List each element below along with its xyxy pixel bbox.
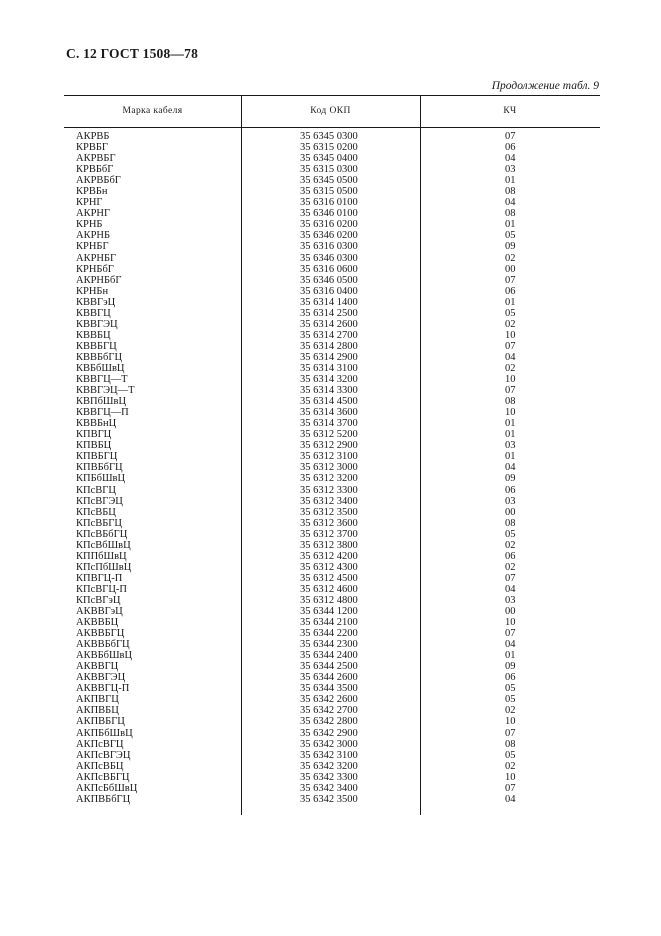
- cell-kch: 04: [505, 351, 516, 363]
- table-row: [64, 451, 600, 462]
- table-row: [64, 275, 600, 286]
- cell-kch: 01: [505, 650, 516, 662]
- table-row: [64, 573, 600, 584]
- table-row: [64, 407, 600, 418]
- column-header-kch: КЧ: [503, 106, 517, 116]
- cell-okp-code: 35 6315 0300: [300, 164, 358, 176]
- cell-kch: 01: [505, 451, 516, 463]
- cell-kch: 04: [505, 793, 516, 805]
- cell-kch: 10: [505, 617, 516, 629]
- table-row: [64, 230, 600, 241]
- table-row: [64, 496, 600, 507]
- cell-kch: 07: [505, 782, 516, 794]
- cell-cable-brand: КПсВБГЦ: [76, 517, 122, 529]
- cell-kch: 07: [505, 385, 516, 397]
- cell-okp-code: 35 6344 2100: [300, 617, 358, 629]
- cell-cable-brand: КПВБбГЦ: [76, 462, 123, 474]
- cell-okp-code: 35 6346 0500: [300, 274, 358, 286]
- cell-kch: 00: [505, 606, 516, 618]
- cell-cable-brand: АКПВБГЦ: [76, 716, 125, 728]
- cell-cable-brand: АКПВБбГЦ: [76, 793, 131, 805]
- cell-kch: 08: [505, 186, 516, 198]
- cell-okp-code: 35 6342 2800: [300, 716, 358, 728]
- cell-kch: 04: [505, 462, 516, 474]
- cell-okp-code: 35 6314 4500: [300, 396, 358, 408]
- table-row: [64, 705, 600, 716]
- cell-kch: 07: [505, 727, 516, 739]
- table-row: [64, 739, 600, 750]
- table-row: [64, 716, 600, 727]
- cell-cable-brand: АКВВГЭЦ: [76, 672, 126, 684]
- table-row: [64, 794, 600, 805]
- cell-kch: 04: [505, 197, 516, 209]
- cell-kch: 01: [505, 418, 516, 430]
- cell-okp-code: 35 6314 2800: [300, 340, 358, 352]
- cell-okp-code: 35 6314 3700: [300, 418, 358, 430]
- cell-kch: 02: [505, 252, 516, 264]
- table-row: [64, 683, 600, 694]
- table-row: [64, 518, 600, 529]
- cell-okp-code: 35 6312 4800: [300, 594, 358, 606]
- table-row: [64, 617, 600, 628]
- cell-okp-code: 35 6314 3300: [300, 385, 358, 397]
- table-row: [64, 750, 600, 761]
- cell-okp-code: 35 6312 3300: [300, 484, 358, 496]
- table-row: [64, 352, 600, 363]
- cell-okp-code: 35 6315 0500: [300, 186, 358, 198]
- cell-kch: 10: [505, 374, 516, 386]
- cell-kch: 00: [505, 263, 516, 275]
- table-row: [64, 551, 600, 562]
- cell-cable-brand: АКРНБ: [76, 230, 111, 242]
- cell-cable-brand: АКПсВГЭЦ: [76, 749, 131, 761]
- cell-okp-code: 35 6344 2600: [300, 672, 358, 684]
- cell-okp-code: 35 6312 3700: [300, 528, 358, 540]
- cell-cable-brand: АКВВГэЦ: [76, 606, 123, 618]
- cell-okp-code: 35 6315 0200: [300, 142, 358, 154]
- cell-cable-brand: АКРВБГ: [76, 153, 116, 165]
- cell-kch: 10: [505, 407, 516, 419]
- table-row: [64, 694, 600, 705]
- cell-okp-code: 35 6342 3000: [300, 738, 358, 750]
- cell-cable-brand: АКРВБбГ: [76, 175, 121, 187]
- cell-cable-brand: КПсВБЦ: [76, 506, 116, 518]
- cell-kch: 07: [505, 628, 516, 640]
- cell-cable-brand: АКВВГЦ-П: [76, 683, 130, 695]
- table-row: [64, 330, 600, 341]
- table-row: [64, 606, 600, 617]
- cell-okp-code: 35 6314 2600: [300, 318, 358, 330]
- table-row: [64, 374, 600, 385]
- cell-kch: 08: [505, 738, 516, 750]
- cell-kch: 08: [505, 208, 516, 220]
- cell-cable-brand: АКПБбШвЦ: [76, 727, 133, 739]
- cell-okp-code: 35 6312 3200: [300, 473, 358, 485]
- cell-okp-code: 35 6316 0400: [300, 285, 358, 297]
- cell-okp-code: 35 6312 2900: [300, 440, 358, 452]
- cell-okp-code: 35 6314 2900: [300, 351, 358, 363]
- cell-cable-brand: КПсВГэЦ: [76, 594, 121, 606]
- cell-cable-brand: АКВВГЦ: [76, 661, 119, 673]
- table-row: [64, 650, 600, 661]
- table-row: [64, 473, 600, 484]
- cell-okp-code: 35 6314 3100: [300, 362, 358, 374]
- column-header-brand: Марка кабеля: [122, 106, 183, 116]
- table-row: [64, 208, 600, 219]
- table-row: [64, 396, 600, 407]
- cell-okp-code: 35 6344 2300: [300, 639, 358, 651]
- cell-kch: 06: [505, 142, 516, 154]
- cell-okp-code: 35 6316 0600: [300, 263, 358, 275]
- cell-cable-brand: КПсВГЭЦ: [76, 495, 123, 507]
- table-row: [64, 639, 600, 650]
- cell-cable-brand: АКПсВГЦ: [76, 738, 124, 750]
- cell-kch: 01: [505, 219, 516, 231]
- cell-kch: 10: [505, 329, 516, 341]
- cell-kch: 07: [505, 340, 516, 352]
- cell-cable-brand: КПсВГЦ: [76, 484, 116, 496]
- table-row: [64, 728, 600, 739]
- cell-kch: 10: [505, 771, 516, 783]
- cell-kch: 01: [505, 429, 516, 441]
- cell-cable-brand: КПВГЦ-П: [76, 572, 123, 584]
- table-row: [64, 186, 600, 197]
- cell-kch: 06: [505, 550, 516, 562]
- cell-okp-code: 35 6344 1200: [300, 606, 358, 618]
- cell-okp-code: 35 6312 4300: [300, 561, 358, 573]
- cell-cable-brand: КРВБбГ: [76, 164, 114, 176]
- cell-kch: 06: [505, 484, 516, 496]
- cell-kch: 02: [505, 561, 516, 573]
- table-row: [64, 297, 600, 308]
- cell-kch: 09: [505, 473, 516, 485]
- cell-cable-brand: АКВВБЦ: [76, 617, 119, 629]
- table-row: [64, 286, 600, 297]
- cell-kch: 03: [505, 594, 516, 606]
- table-row: [64, 783, 600, 794]
- table-row: [64, 761, 600, 772]
- table-row: [64, 540, 600, 551]
- cell-okp-code: 35 6344 2200: [300, 628, 358, 640]
- cell-okp-code: 35 6342 2700: [300, 705, 358, 717]
- cell-okp-code: 35 6342 3100: [300, 749, 358, 761]
- cell-cable-brand: АКПВГЦ: [76, 694, 119, 706]
- cell-kch: 01: [505, 296, 516, 308]
- cell-okp-code: 35 6342 3500: [300, 793, 358, 805]
- cell-kch: 08: [505, 396, 516, 408]
- cell-okp-code: 35 6345 0300: [300, 131, 358, 142]
- cell-okp-code: 35 6316 0200: [300, 219, 358, 231]
- cell-cable-brand: АКВВБбГЦ: [76, 639, 130, 651]
- cell-okp-code: 35 6312 3100: [300, 451, 358, 463]
- cell-okp-code: 35 6312 4600: [300, 583, 358, 595]
- table-row: [64, 197, 600, 208]
- cell-cable-brand: АКПсВБЦ: [76, 760, 124, 772]
- cell-okp-code: 35 6312 4200: [300, 550, 358, 562]
- cell-kch: 04: [505, 583, 516, 595]
- cell-okp-code: 35 6346 0200: [300, 230, 358, 242]
- cell-cable-brand: КВПбШвЦ: [76, 396, 127, 408]
- cell-cable-brand: КВВБнЦ: [76, 418, 117, 430]
- cell-okp-code: 35 6342 3400: [300, 782, 358, 794]
- cell-kch: 03: [505, 164, 516, 176]
- cell-cable-brand: КВВБЦ: [76, 329, 111, 341]
- table-row: [64, 319, 600, 330]
- table-row: [64, 241, 600, 252]
- cell-kch: 03: [505, 495, 516, 507]
- cell-cable-brand: КВВГЦ—Т: [76, 374, 128, 386]
- table-row: [64, 175, 600, 186]
- cell-cable-brand: КРВБн: [76, 186, 108, 198]
- cell-okp-code: 35 6344 3500: [300, 683, 358, 695]
- table-row: [64, 485, 600, 496]
- cell-cable-brand: КРВБГ: [76, 142, 108, 154]
- cell-kch: 05: [505, 683, 516, 695]
- cell-kch: 05: [505, 230, 516, 242]
- table-row: [64, 440, 600, 451]
- cell-kch: 09: [505, 241, 516, 253]
- cell-kch: 05: [505, 307, 516, 319]
- cell-okp-code: 35 6345 0500: [300, 175, 358, 187]
- cell-cable-brand: КВВГэЦ: [76, 296, 116, 308]
- cell-okp-code: 35 6314 3600: [300, 407, 358, 419]
- table-row: [64, 363, 600, 374]
- table-row: [64, 507, 600, 518]
- cell-cable-brand: КПВБГЦ: [76, 451, 118, 463]
- cell-kch: 05: [505, 749, 516, 761]
- cell-kch: 07: [505, 572, 516, 584]
- table-row: [64, 253, 600, 264]
- cell-okp-code: 35 6312 4500: [300, 572, 358, 584]
- cell-cable-brand: КВБбШвЦ: [76, 362, 125, 374]
- cell-okp-code: 35 6342 2900: [300, 727, 358, 739]
- table-row: [64, 308, 600, 319]
- cell-cable-brand: КРНБ: [76, 219, 103, 231]
- cell-cable-brand: КВВГЦ—П: [76, 407, 129, 419]
- table-row: [64, 219, 600, 230]
- cell-cable-brand: АКВВБГЦ: [76, 628, 125, 640]
- cell-okp-code: 35 6312 3500: [300, 506, 358, 518]
- cell-kch: 02: [505, 318, 516, 330]
- cell-okp-code: 35 6316 0100: [300, 197, 358, 209]
- cell-kch: 09: [505, 661, 516, 673]
- table-row: [64, 595, 600, 606]
- cell-kch: 02: [505, 539, 516, 551]
- cell-okp-code: 35 6316 0300: [300, 241, 358, 253]
- cell-kch: 02: [505, 705, 516, 717]
- cell-cable-brand: АКВБбШвЦ: [76, 650, 133, 662]
- table-row: [64, 672, 600, 683]
- table-row: [64, 429, 600, 440]
- cell-kch: 07: [505, 274, 516, 286]
- table-row: [64, 462, 600, 473]
- cell-okp-code: 35 6312 3400: [300, 495, 358, 507]
- cell-cable-brand: КРНБбГ: [76, 263, 114, 275]
- table-row: [64, 418, 600, 429]
- cell-cable-brand: КПсВбШвЦ: [76, 539, 131, 551]
- table-row: [64, 142, 600, 153]
- cell-cable-brand: АКПВБЦ: [76, 705, 119, 717]
- cell-cable-brand: КПсПбШвЦ: [76, 561, 132, 573]
- cell-kch: 06: [505, 285, 516, 297]
- table-row: [64, 772, 600, 783]
- cell-cable-brand: КРНГ: [76, 197, 103, 209]
- cell-kch: 05: [505, 694, 516, 706]
- cell-cable-brand: АКПсВБГЦ: [76, 771, 130, 783]
- cell-cable-brand: КППбШвЦ: [76, 550, 127, 562]
- cell-kch: 03: [505, 440, 516, 452]
- cell-okp-code: 35 6346 0100: [300, 208, 358, 220]
- cell-okp-code: 35 6344 2500: [300, 661, 358, 673]
- cell-cable-brand: КПВГЦ: [76, 429, 112, 441]
- cell-cable-brand: КПБбШвЦ: [76, 473, 126, 485]
- table-body: [64, 131, 600, 805]
- table-row: [64, 628, 600, 639]
- table-row: [64, 341, 600, 352]
- cell-okp-code: 35 6345 0400: [300, 153, 358, 165]
- cell-cable-brand: АКРНГ: [76, 208, 111, 220]
- cell-cable-brand: КВВГЭЦ: [76, 318, 118, 330]
- cell-cable-brand: КПсВГЦ-П: [76, 583, 127, 595]
- cell-okp-code: 35 6312 3000: [300, 462, 358, 474]
- cell-cable-brand: КРНБн: [76, 285, 109, 297]
- table-row: [64, 131, 600, 142]
- cell-cable-brand: КВВГЦ: [76, 307, 111, 319]
- table-row: [64, 562, 600, 573]
- cell-okp-code: 35 6314 2500: [300, 307, 358, 319]
- table-row: [64, 529, 600, 540]
- cell-kch: 05: [505, 528, 516, 540]
- table-header-rule: [64, 127, 600, 128]
- cell-cable-brand: АКРНБГ: [76, 252, 117, 264]
- cell-kch: 02: [505, 760, 516, 772]
- cell-cable-brand: АКРВБ: [76, 131, 110, 142]
- cell-okp-code: 35 6312 3600: [300, 517, 358, 529]
- cell-cable-brand: КПсВБбГЦ: [76, 528, 128, 540]
- cell-kch: 06: [505, 672, 516, 684]
- table-row: [64, 385, 600, 396]
- cell-okp-code: 35 6314 3200: [300, 374, 358, 386]
- cell-okp-code: 35 6312 3800: [300, 539, 358, 551]
- cell-okp-code: 35 6312 5200: [300, 429, 358, 441]
- cell-cable-brand: КВВГЭЦ—Т: [76, 385, 135, 397]
- table-header: [64, 95, 600, 127]
- cell-okp-code: 35 6342 3300: [300, 771, 358, 783]
- cell-kch: 00: [505, 506, 516, 518]
- cell-kch: 02: [505, 362, 516, 374]
- table-row: [64, 584, 600, 595]
- cell-okp-code: 35 6314 1400: [300, 296, 358, 308]
- cell-kch: 08: [505, 517, 516, 529]
- cell-cable-brand: АКРНБбГ: [76, 274, 122, 286]
- table-row: [64, 264, 600, 275]
- cell-okp-code: 35 6346 0300: [300, 252, 358, 264]
- cell-cable-brand: КВВБГЦ: [76, 340, 117, 352]
- cell-kch: 04: [505, 153, 516, 165]
- column-header-okp-code: Код ОКП: [310, 106, 351, 116]
- cell-cable-brand: КРНБГ: [76, 241, 109, 253]
- table-row: [64, 661, 600, 672]
- cell-cable-brand: КВВБбГЦ: [76, 351, 123, 363]
- cell-kch: 01: [505, 175, 516, 187]
- cell-okp-code: 35 6342 2600: [300, 694, 358, 706]
- table-row: [64, 153, 600, 164]
- cell-cable-brand: АКПсБбШвЦ: [76, 782, 138, 794]
- page-header: С. 12 ГОСТ 1508—78: [66, 46, 199, 61]
- cell-cable-brand: КПВБЦ: [76, 440, 112, 452]
- cell-kch: 04: [505, 639, 516, 651]
- cell-kch: 10: [505, 716, 516, 728]
- cable-table: [64, 95, 600, 815]
- cell-okp-code: 35 6314 2700: [300, 329, 358, 341]
- table-row: [64, 164, 600, 175]
- cell-kch: 07: [505, 131, 516, 142]
- cell-okp-code: 35 6344 2400: [300, 650, 358, 662]
- table-continuation-note: Продолжение табл. 9: [491, 80, 599, 92]
- cell-okp-code: 35 6342 3200: [300, 760, 358, 772]
